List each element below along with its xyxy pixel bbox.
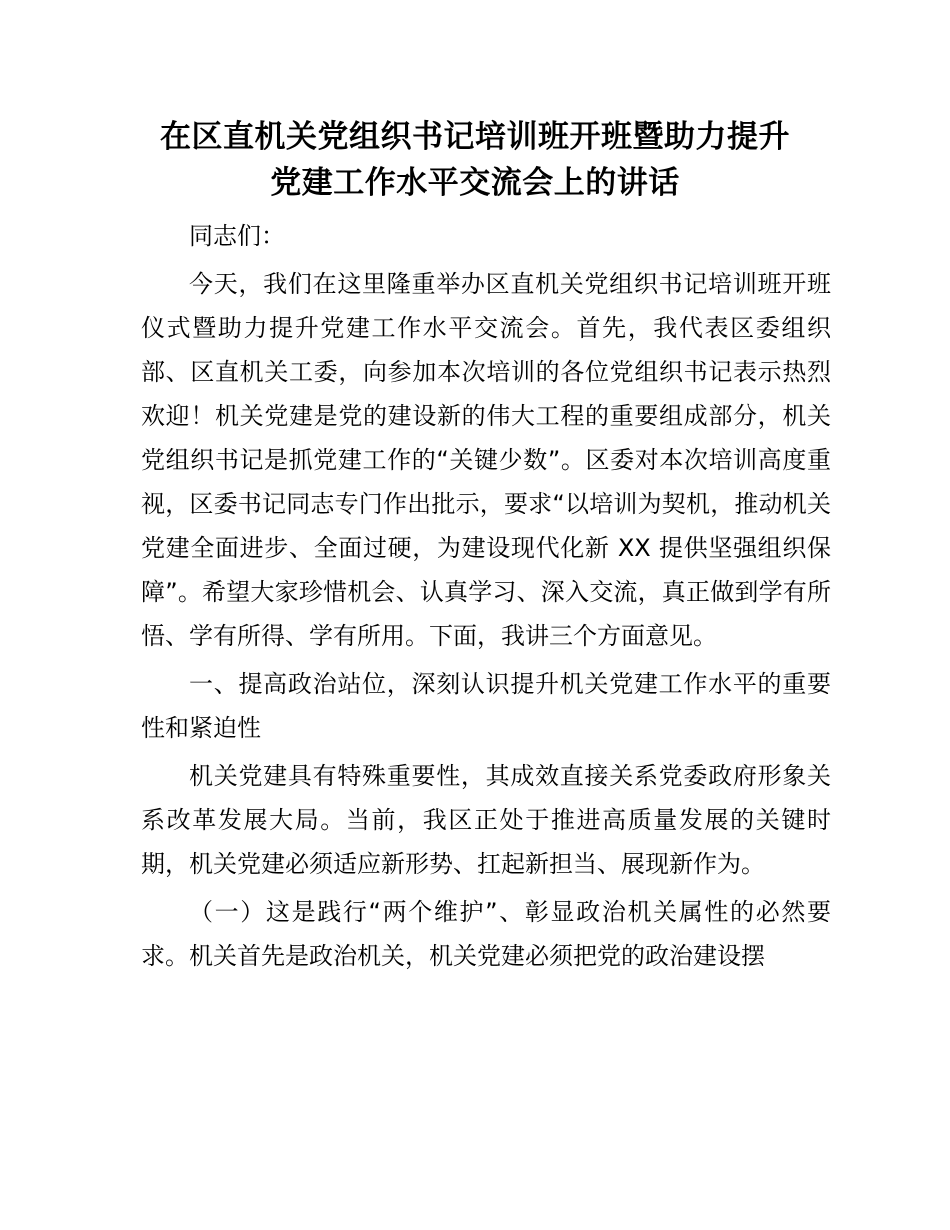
paragraph-section-1-intro: 机关党建具有特殊重要性，其成效直接关系党委政府形象关系改革发展大局。当前，我区正处于推进高质量发展的关键时期，机关党建必须适应新形势、扛起新担当、展现新作为。 xyxy=(141,762,831,878)
document-body xyxy=(141,214,831,982)
section-heading-1: 一、提高政治站位，深刻认识提升机关党建工作水平的重要性和紧迫性 xyxy=(141,670,831,742)
title-line-2: 党建工作水平交流会上的讲话 xyxy=(270,165,680,201)
paragraph-opening: 今天，我们在这里隆重举办区直机关党组织书记培训班开班仪式暨助力提升党建工作水平交流会。首先，我代表区委组织部、区直机关工委，向参加本次培训的各位党组织书记表示热烈欢迎！机关党建是党的建设新的伟大工程的重要组成部分，机关党组织书记是抓党建工作的“关键少数”。区委对本次培训高度重视，区委书记同志专门作出批示，要求“以培训为契机，推动机关党建全面进步、全面过硬，为建设现代化新 XX 提供坚强组织保障”。希望大家珍惜机会、认真学习、深入交流，真正做到学有所悟、学有所得、学有所用。下面，我讲三个方面意见。 xyxy=(141,270,831,650)
title-line-1: 在区直机关党组织书记培训班开班暨助力提升 xyxy=(160,119,790,155)
document-title xyxy=(120,114,830,206)
salutation: 同志们： xyxy=(189,222,285,250)
paragraph-subsection-1: （一）这是践行“两个维护”、彰显政治机关属性的必然要求。机关首先是政治机关，机关党建必须把党的政治建设摆 xyxy=(141,898,831,970)
